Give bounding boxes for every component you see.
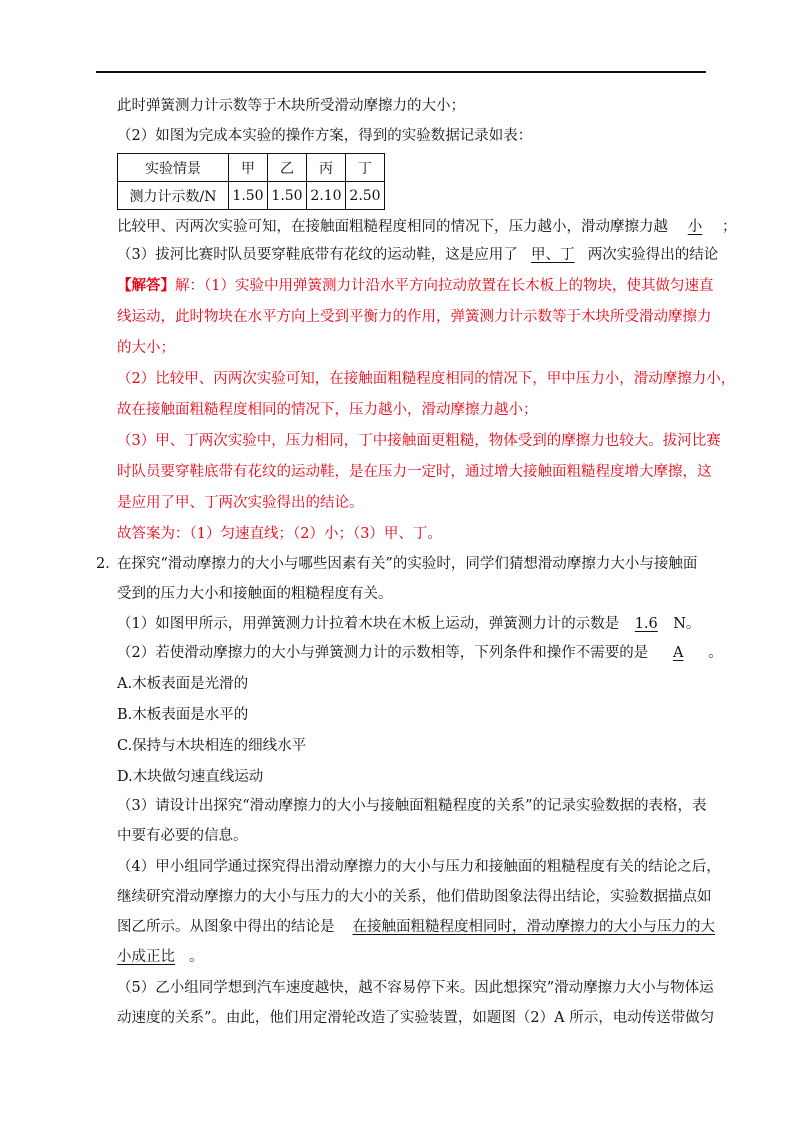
solution-tag: 【解答】 xyxy=(117,277,175,294)
answer-blank: 小 xyxy=(687,219,703,235)
table-row xyxy=(118,182,385,210)
text-span: （2）若使滑动摩擦力的大小与弹簧测力计的示数相等，下列条件和操作不需要的是 xyxy=(117,645,649,661)
solution-line xyxy=(117,276,713,296)
table-cell: 丁 xyxy=(346,154,385,182)
table-cell: 丙 xyxy=(307,154,346,182)
table-cell: 2.50 xyxy=(346,182,385,210)
text-line xyxy=(117,245,718,265)
text-line: 此时弹簧测力计示数等于木块所受滑动摩擦力的大小； xyxy=(117,98,465,114)
text-line: （4）甲小组同学通过探究得出滑动摩擦力的大小与压力和接触面的粗糙程度有关的结论之后， xyxy=(117,859,721,875)
text-span: ； xyxy=(722,219,737,235)
text-span: 。 xyxy=(189,949,204,965)
text-line xyxy=(117,643,723,663)
text-line xyxy=(117,614,700,634)
table-cell: 测力计示数/N xyxy=(118,182,229,210)
answer-blank: 甲、丁 xyxy=(530,247,575,263)
text-line: 动速度的关系”。由此，他们用定滑轮改造了实验装置，如题图（2）A 所示，电动传送带做匀 xyxy=(117,1010,715,1026)
option-d: D.木块做匀速直线运动 xyxy=(117,769,264,785)
text-line xyxy=(117,217,737,237)
text-line xyxy=(117,917,715,937)
table-cell: 1.50 xyxy=(268,182,307,210)
question-number: 2． xyxy=(96,556,120,572)
text-span: 两次实验得出的结论 xyxy=(587,247,719,263)
text-span: 解：（1）实验中用弹簧测力计沿水平方向拉动放置在长木板上的物块，使其做匀速直 xyxy=(175,278,714,294)
text-span: N。 xyxy=(673,616,701,632)
text-span: 。 xyxy=(708,645,723,661)
solution-line: 时队员要穿鞋底带有花纹的运动鞋，是在压力一定时，通过增大接触面粗糙程度增大摩擦，这 xyxy=(117,464,712,480)
question-text: 受到的压力大小和接触面的粗糙程度有关。 xyxy=(117,586,393,602)
solution-line: （3）甲、丁两次实验中，压力相同，丁中接触面更粗糙，物体受到的摩擦力也较大。拔河比赛 xyxy=(117,433,721,449)
text-line: 中要有必要的信息。 xyxy=(117,828,248,844)
header-rule xyxy=(96,71,706,73)
table-cell: 1.50 xyxy=(229,182,268,210)
table-cell: 乙 xyxy=(268,154,307,182)
answer-blank: A xyxy=(672,645,684,661)
question-text: 在探究“滑动摩擦力的大小与哪些因素有关”的实验时，同学们猜想滑动摩擦力大小与接触面 xyxy=(117,556,698,572)
text-span: 比较甲、丙两次实验可知，在接触面粗糙程度相同的情况下，压力越小，滑动摩擦力越 xyxy=(117,219,668,235)
table-cell: 甲 xyxy=(229,154,268,182)
option-b: B.木板表面是水平的 xyxy=(117,707,249,723)
text-line: 继续研究滑动摩擦力的大小与压力的大小的关系，他们借助图象法得出结论，实验数据描点如 xyxy=(117,889,712,905)
data-table xyxy=(117,153,385,210)
text-line xyxy=(117,947,204,967)
table-cell: 2.10 xyxy=(307,182,346,210)
text-span: （1）如图甲所示，用弹簧测力计拉着木块在木板上运动，弹簧测力计的示数是 xyxy=(117,616,620,632)
solution-line: 故在接触面粗糙程度相同的情况下，压力越小，滑动摩擦力越小； xyxy=(117,402,538,418)
text-span: 图乙所示。从图象中得出的结论是 xyxy=(117,919,335,935)
answer-blank: 在接触面粗糙程度相同时，滑动摩擦力的大小与压力的大 xyxy=(352,919,715,935)
option-a: A.木板表面是光滑的 xyxy=(117,676,249,692)
answer-blank: 小成正比 xyxy=(117,949,175,965)
text-line: （3）请设计出探究“滑动摩擦力的大小与接触面粗糙程度的关系”的记录实验数据的表格，表 xyxy=(117,798,707,814)
text-line: （2）如图为完成本实验的操作方案，得到的实验数据记录如表： xyxy=(117,128,533,144)
text-line: （5）乙小组同学想到汽车速度越快，越不容易停下来。因此想探究”滑动摩擦力大小与物体运 xyxy=(117,980,714,996)
table-cell: 实验情景 xyxy=(118,154,229,182)
answer-summary: 故答案为：（1）匀速直线；（2）小；（3）甲、丁。 xyxy=(117,526,442,542)
solution-line: 是应用了甲、丁两次实验得出的结论。 xyxy=(117,495,364,511)
answer-blank: 1.6 xyxy=(634,616,658,632)
table-row xyxy=(118,154,385,182)
text-span: （3）拔河比赛时队员要穿鞋底带有花纹的运动鞋，这是应用了 xyxy=(117,247,518,263)
solution-line: 线运动，此时物块在水平方向上受到平衡力的作用，弹簧测力计示数等于木块所受滑动摩擦力 xyxy=(117,309,712,325)
solution-line: 的大小； xyxy=(117,340,175,356)
option-c: C.保持与木块相连的细线水平 xyxy=(117,738,307,754)
solution-line: （2）比较甲、丙两次实验可知，在接触面粗糙程度相同的情况下，甲中压力小，滑动摩擦力小， xyxy=(117,371,736,387)
